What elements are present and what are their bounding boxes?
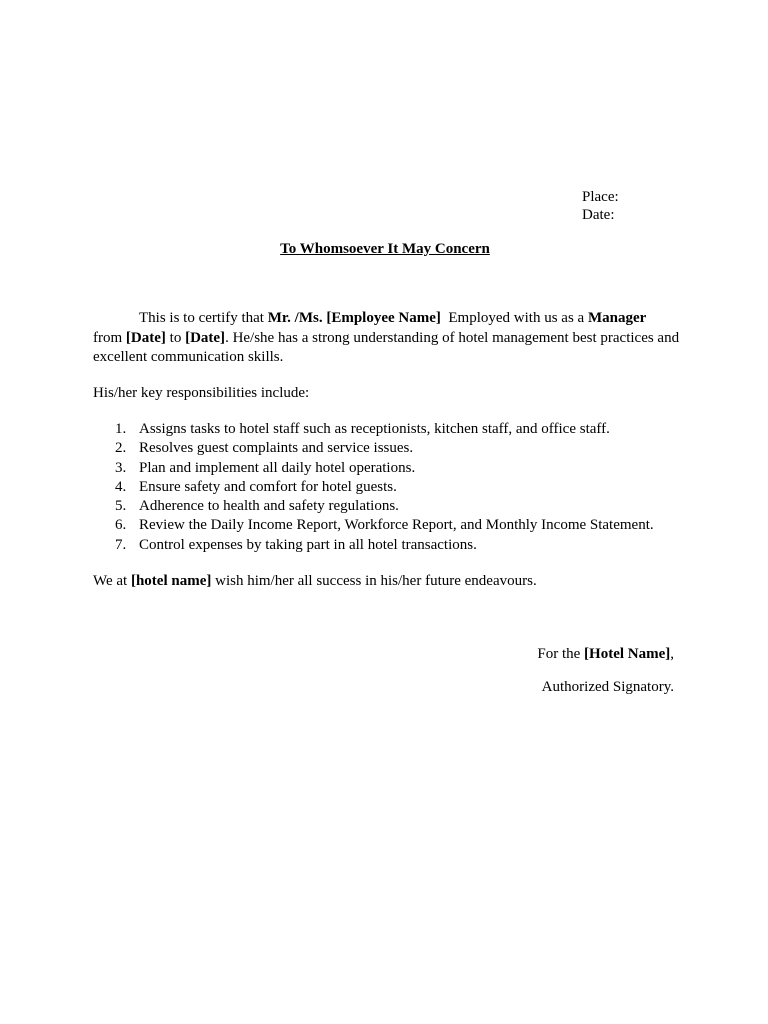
for-suffix: , bbox=[670, 646, 674, 662]
for-hotel-line bbox=[537, 645, 674, 663]
list-item bbox=[93, 536, 713, 555]
cert-text-1: This is to certify that bbox=[139, 310, 268, 326]
list-item-number: 6. bbox=[115, 517, 127, 534]
list-item-text: Adherence to health and safety regulations. bbox=[139, 498, 399, 515]
date-to: [Date] bbox=[185, 329, 226, 346]
cert-text-5: . He/she has a strong understanding of hotel management best practices and excellent communication skills. bbox=[93, 329, 680, 365]
for-prefix: For the bbox=[537, 646, 585, 662]
list-item bbox=[93, 459, 713, 478]
letter-title bbox=[0, 240, 768, 258]
list-item-number: 2. bbox=[115, 440, 127, 457]
closing-paragraph bbox=[93, 572, 693, 592]
cert-text-2: Employed with us as a bbox=[440, 310, 588, 326]
list-item-text: Control expenses by taking part in all hotel transactions. bbox=[139, 536, 477, 553]
date-from: [Date] bbox=[125, 329, 166, 346]
employee-name: Mr. /Ms. [Employee Name] bbox=[267, 310, 441, 326]
list-item-number: 7. bbox=[115, 536, 127, 553]
list-item bbox=[93, 420, 713, 439]
certification-paragraph bbox=[93, 309, 693, 368]
signature-hotel-name: [Hotel Name] bbox=[584, 646, 671, 662]
place-label: Place: bbox=[582, 189, 619, 205]
list-item-text: Plan and implement all daily hotel operations. bbox=[139, 459, 416, 476]
designation: Manager bbox=[587, 310, 647, 326]
date-label: Date: bbox=[582, 207, 615, 223]
list-item-text: Ensure safety and comfort for hotel guests. bbox=[139, 478, 397, 495]
cert-text-4: to bbox=[165, 329, 186, 346]
letter-title-text: To Whomsoever It May Concern bbox=[280, 241, 490, 257]
closing-text-2: wish him/her all success in his/her future endeavours. bbox=[211, 573, 537, 589]
list-item bbox=[93, 497, 713, 516]
cert-text-3: from bbox=[93, 329, 126, 346]
closing-hotel-name: [hotel name] bbox=[130, 573, 212, 589]
closing-text-1: We at bbox=[93, 573, 131, 589]
list-item-number: 5. bbox=[115, 498, 127, 515]
list-item-number: 3. bbox=[115, 459, 127, 476]
responsibilities-list bbox=[93, 420, 713, 555]
authorized-signatory: Authorized Signatory. bbox=[541, 679, 674, 695]
list-item-number: 4. bbox=[115, 478, 127, 495]
list-item bbox=[93, 516, 713, 535]
list-item-text: Resolves guest complaints and service issues. bbox=[139, 440, 414, 457]
list-item-text: Assigns tasks to hotel staff such as receptionists, kitchen staff, and office staff. bbox=[139, 421, 610, 437]
list-item bbox=[93, 439, 713, 458]
list-item bbox=[93, 478, 713, 497]
place-date-block bbox=[582, 188, 619, 224]
responsibilities-intro: His/her key responsibilities include: bbox=[93, 385, 310, 401]
list-item-number: 1. bbox=[115, 421, 127, 437]
list-item-text: Review the Daily Income Report, Workforce Report, and Monthly Income Statement. bbox=[139, 517, 654, 534]
